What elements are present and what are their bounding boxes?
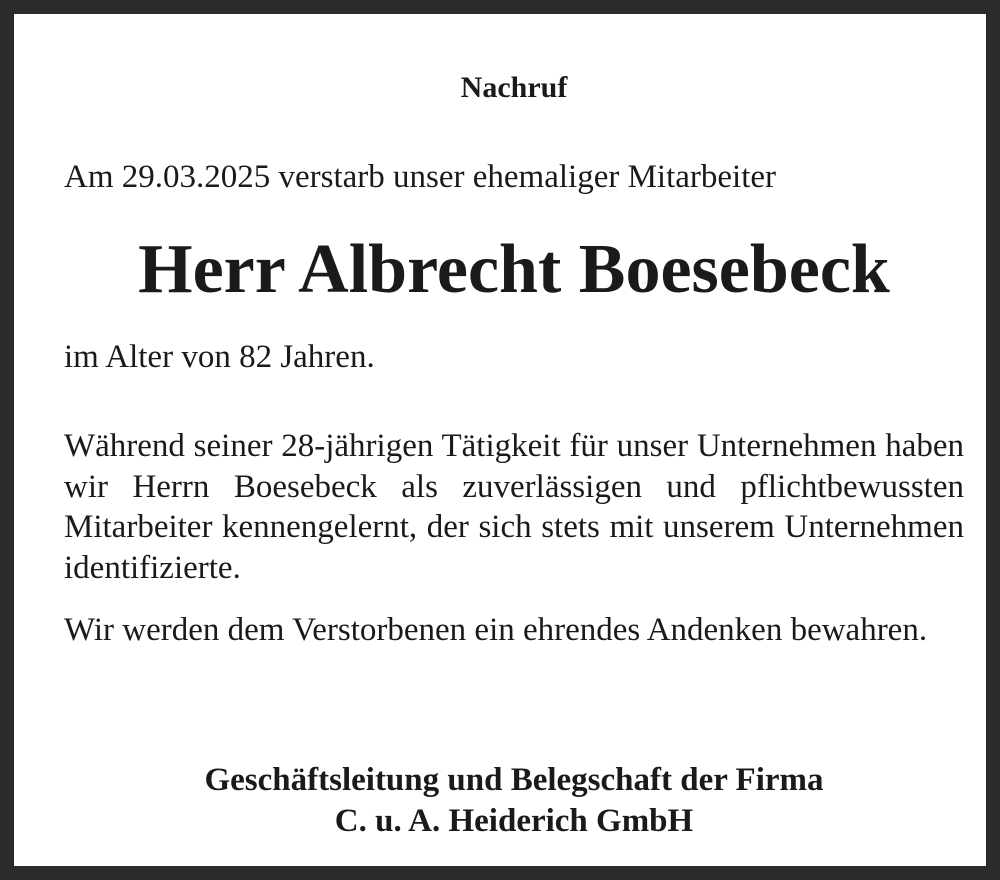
- remembrance-paragraph: Wir werden dem Verstorbenen ein ehrendes Andenken bewahren.: [64, 612, 928, 648]
- notice-heading: Nachruf: [460, 71, 568, 104]
- signature-line-1: Geschäftsleitung und Belegschaft der Firma: [204, 762, 824, 798]
- tribute-paragraph: Während seiner 28-jährigen Tätigkeit für unser Unternehmen haben wir Herrn Boesebeck als zuverlässigen und pflichtbewussten Mitarbeiter kennengelernt, der sich stets mit unserem Unternehmen identifizierte.: [64, 428, 964, 586]
- deceased-name: Herr Albrecht Boesebeck: [138, 231, 890, 308]
- age-line: im Alter von 82 Jahren.: [64, 339, 375, 375]
- intro-text: Am 29.03.2025 verstarb unser ehemaliger Mitarbeiter: [64, 159, 777, 195]
- company-name: C. u. A. Heiderich GmbH: [334, 803, 694, 839]
- signature-block: [14, 760, 1000, 842]
